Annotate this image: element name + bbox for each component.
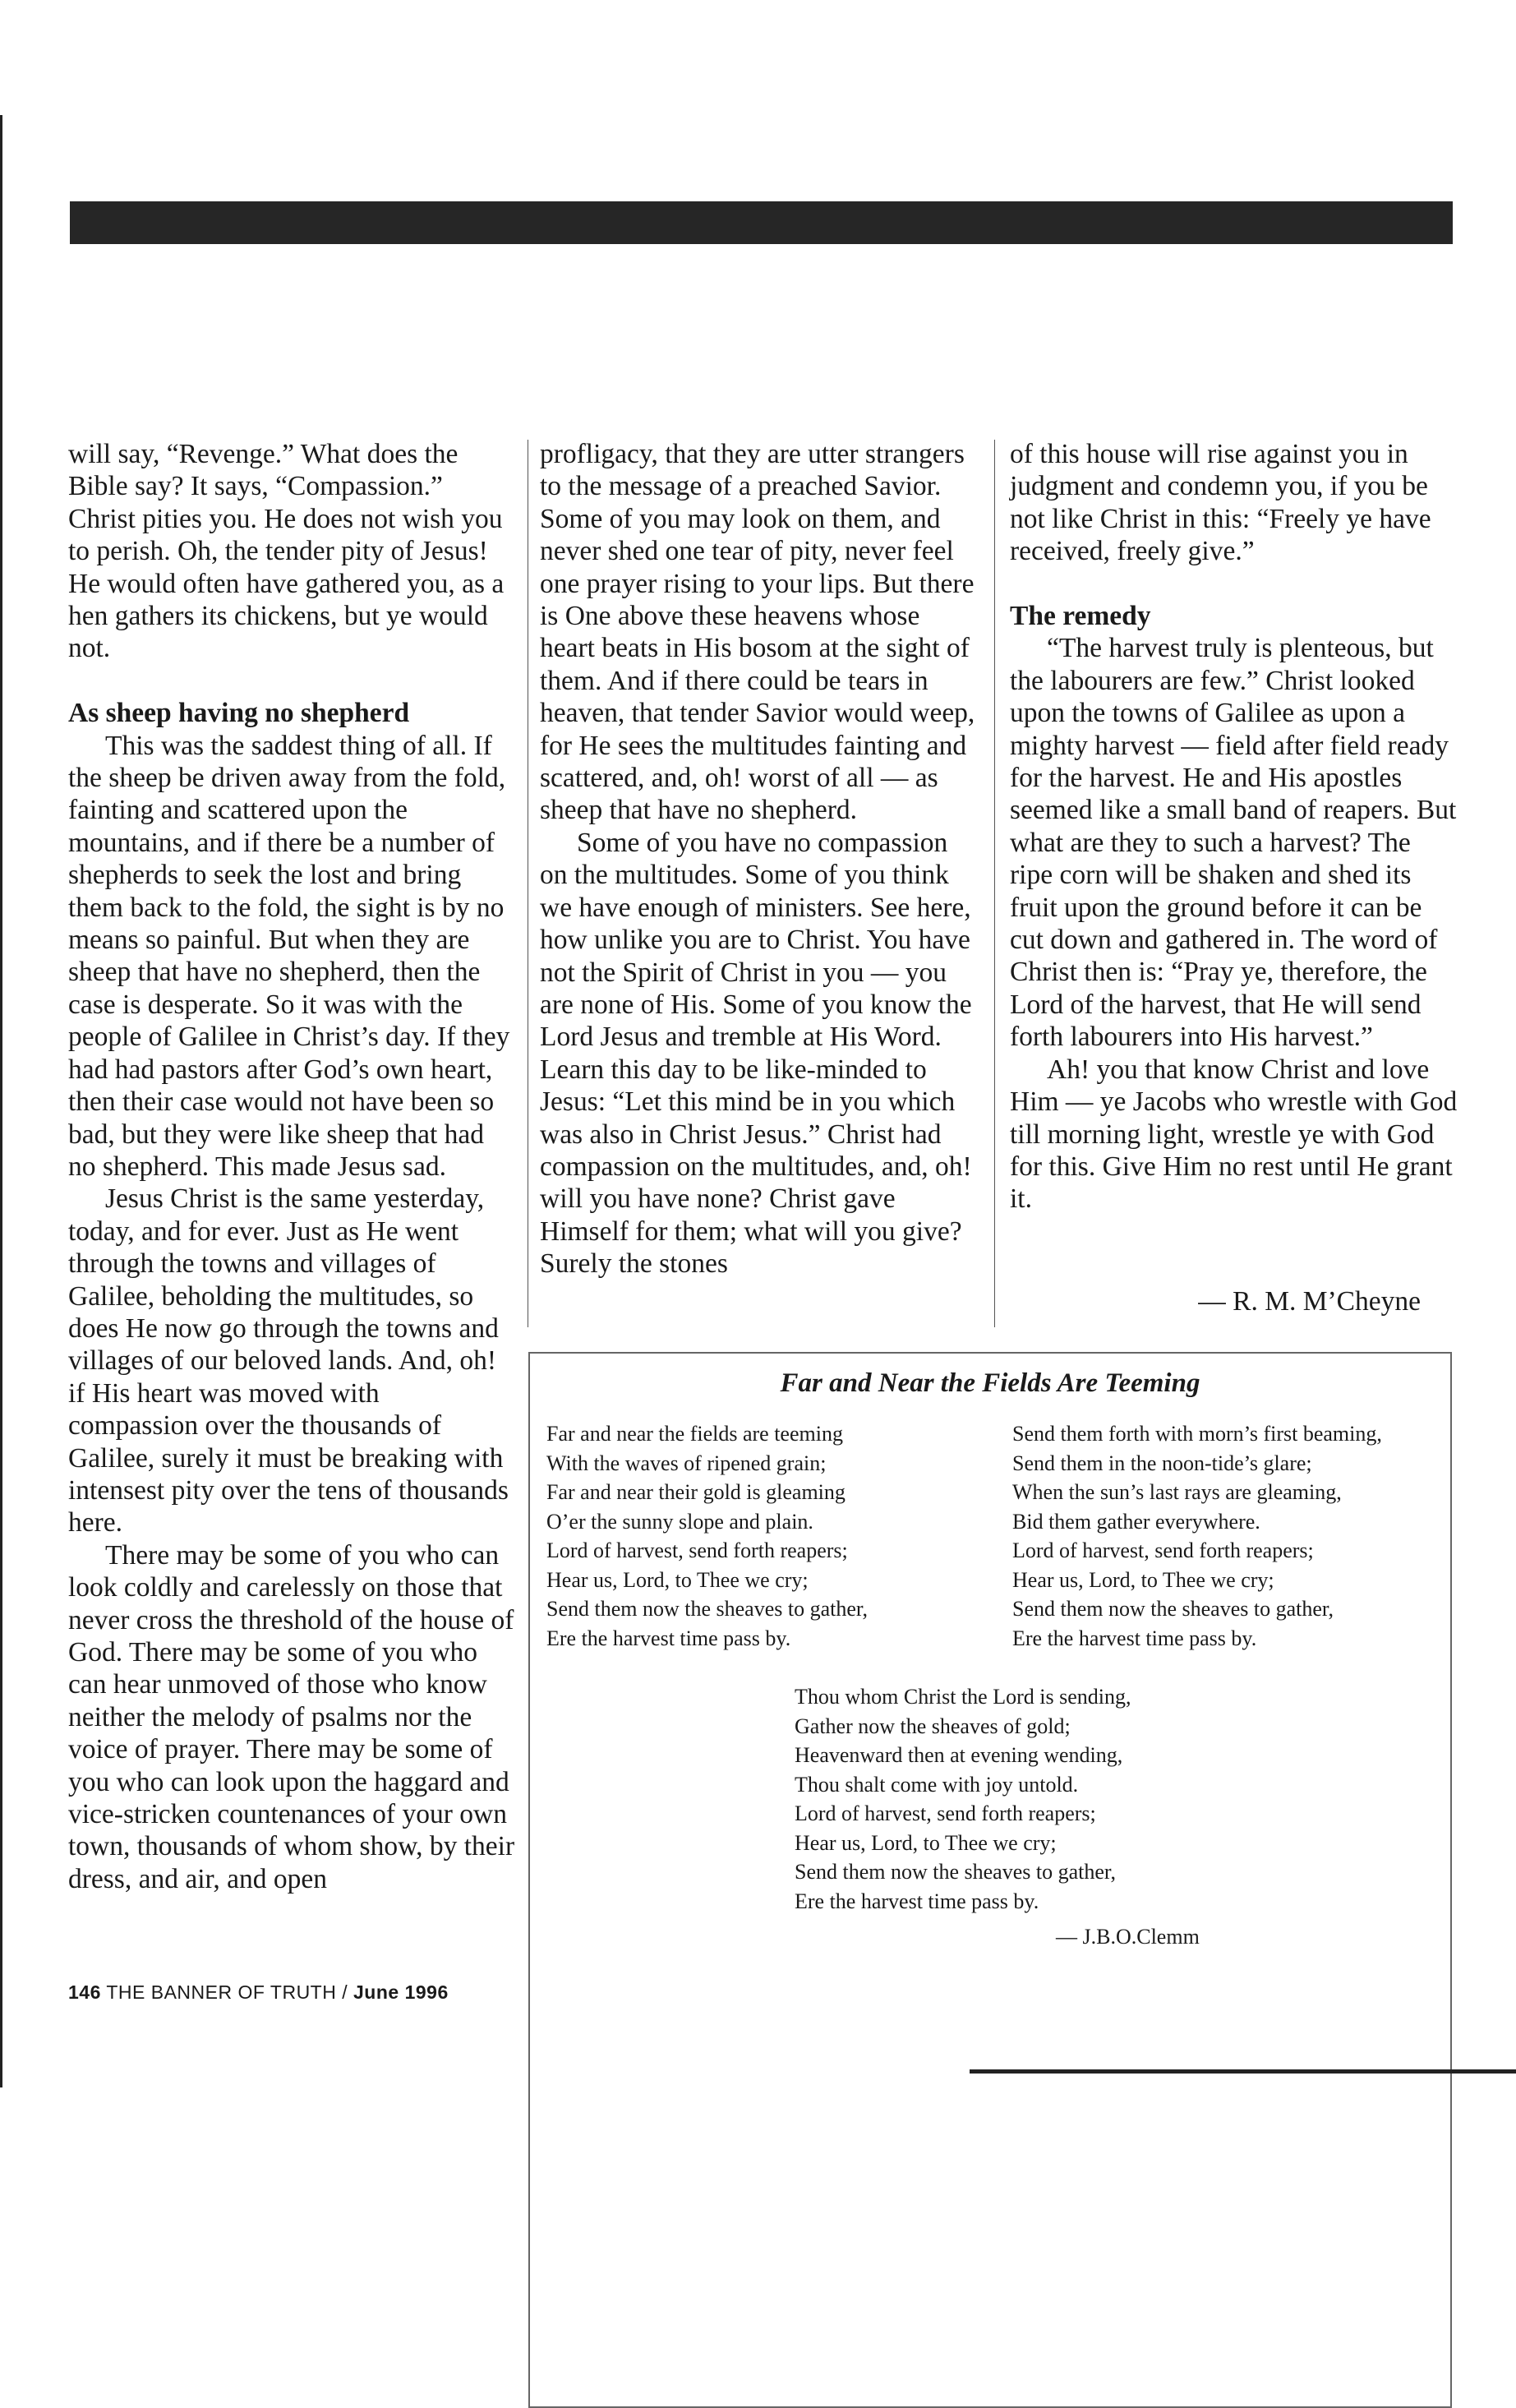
paragraph: Jesus Christ is the same yesterday, today, and for ever. Just as He went through the towns and villages of Galilee, beholding the multitudes, so does He now go through the towns and villages of our beloved lands. And, oh! if His heart was moved with compassion over the thousands of Galilee, surely it must be breaking with intensest pity over the tens of thousands here. (68, 1183, 509, 1538)
hymn-line: Heavenward then at evening wending, (795, 1743, 1123, 1767)
hymn-line: Send them now the sheaves to gather, (795, 1860, 1117, 1884)
hymn-line: Ere the harvest time pass by. (546, 1626, 791, 1650)
hymn-line: Lord of harvest, send forth reapers; (546, 1538, 848, 1562)
bottom-rule (970, 2069, 1516, 2074)
hymn-line: Lord of harvest, send forth reapers; (795, 1801, 1096, 1825)
hymn-author: — J.B.O.Clemm (1056, 1925, 1200, 1949)
hymn-line: O’er the sunny slope and plain. (546, 1509, 813, 1534)
hymn-line: Gather now the sheaves of gold; (795, 1714, 1071, 1738)
article-byline: — R. M. M’Cheyne (1198, 1286, 1421, 1317)
hymn-line: Ere the harvest time pass by. (1012, 1626, 1257, 1650)
hymn-line: Send them now the sheaves to gather, (1012, 1597, 1334, 1621)
hymn-line: Hear us, Lord, to Thee we cry; (546, 1567, 809, 1592)
column-2 (540, 438, 980, 1280)
hymn-line: Far and near their gold is gleaming (546, 1480, 846, 1504)
paragraph: will say, “Revenge.” What does the Bible say? It says, “Compassion.” Christ pities you. He does not wish you to perish. Oh, the tender pity of Jesus! He would often have gathered you, as a hen gathers its chickens, but ye would not. (68, 439, 505, 664)
section-heading: The remedy (1010, 601, 1151, 632)
paragraph: Ah! you that know Christ and love Him — ye Jacobs who wrestle with God till morning light, wrestle ye with God for this. Give Him no rest until He grant it. (1010, 1054, 1458, 1215)
hymn-line: Far and near the fields are teeming (546, 1422, 843, 1446)
hymn-stanza-2 (1012, 1419, 1382, 1653)
paragraph: There may be some of you who can look coldly and carelessly on those that never cross the threshold of the house of God. There may be some of you who can hear unmoved of those who know neither the melody of psalms nor the voice of prayer. There may be some of you who can look upon the haggard and vice-stricken countenances of your own town, thousands of whom show, by their dress, and air, and open (68, 1539, 515, 1894)
scan-left-edge (0, 115, 2, 2087)
hymn-line: Ere the harvest time pass by. (795, 1889, 1039, 1913)
hymn-line: Send them forth with morn’s first beaming, (1012, 1422, 1382, 1446)
paragraph: This was the saddest thing of all. If the sheep be driven away from the fold, fainting and scattered upon the mountains, and if there be a number of shepherds to seek the lost and bring them back to the fold, the sight is by no means so painful. But when they are sheep that have no shepherd, then the case is desperate. So it was with the people of Galilee in Christ’s day. If they had had pastors after God’s own heart, then their case would not have been so bad, but they were like sheep that had no shepherd. This made Jesus sad. (68, 730, 510, 1182)
section-heading: As sheep having no shepherd (68, 698, 410, 729)
hymn-line: Hear us, Lord, to Thee we cry; (1012, 1567, 1274, 1592)
column-divider (994, 440, 995, 1327)
page-footer (68, 1981, 449, 2004)
hymn-line: Send them in the noon-tide’s glare; (1012, 1451, 1312, 1475)
publication-name: THE BANNER OF TRUTH / (106, 1981, 348, 2003)
page-number: 146 (68, 1981, 101, 2003)
paragraph: “The harvest truly is plenteous, but the labourers are few.” Christ looked upon the towns of Galilee as upon a mighty harvest — field after field ready for the harvest. He and His apostles seemed like a small band of reapers. But what are they to such a harvest? The ripe corn will be shaken and shed its fruit upon the ground before it can be cut down and gathered in. The word of Christ then is: “Pray ye, therefore, the Lord of the harvest, that He will send forth labourers into His harvest.” (1010, 633, 1457, 1053)
paragraph: Some of you have no compassion on the multitudes. Some of you think we have enough of ministers. See here, how unlike you are to Christ. You have not the Spirit of Christ in you — you are none of His. Some of you know the Lord Jesus and tremble at His Word. Learn this day to be like-minded to Jesus: “Let this mind be in you which was also in Christ Jesus.” Christ had compassion on the multitudes, and, oh! will you have none? Christ gave Himself for them; what will you give? Surely the stones (540, 827, 972, 1280)
issue-date: June 1996 (353, 1981, 449, 2003)
column-1 (68, 438, 516, 1895)
hymn-line: When the sun’s last rays are gleaming, (1012, 1480, 1342, 1504)
hymn-box (528, 1352, 1452, 2408)
hymn-line: Hear us, Lord, to Thee we cry; (795, 1830, 1057, 1855)
paragraph: of this house will rise against you in judgment and condemn you, if you be not like Christ in this: “Freely ye have received, freely give.” (1010, 439, 1431, 567)
paragraph: profligacy, that they are utter strangers to the message of a preached Savior. Some of you may look on them, and never shed one tear of pity, never feel one prayer rising to your lips. But there is One above these heavens whose heart beats in His bosom at the sight of them. And if there could be tears in heaven, that tender Savior would weep, for He sees the multitudes fainting and scattered, and, oh! worst of all — as sheep that have no shepherd. (540, 439, 975, 826)
hymn-stanza-3 (795, 1682, 1131, 1916)
hymn-line: Bid them gather everywhere. (1012, 1509, 1260, 1534)
hymn-line: With the waves of ripened grain; (546, 1451, 827, 1475)
hymn-line: Lord of harvest, send forth reapers; (1012, 1538, 1314, 1562)
hymn-line: Send them now the sheaves to gather, (546, 1597, 869, 1621)
hymn-stanza-1 (546, 1419, 868, 1653)
header-bar (70, 201, 1453, 244)
hymn-line: Thou shalt come with joy untold. (795, 1772, 1079, 1797)
column-3 (1010, 438, 1458, 1216)
hymn-line: Thou whom Christ the Lord is sending, (795, 1685, 1131, 1709)
hymn-title: Far and Near the Fields Are Teeming (780, 1368, 1200, 1398)
